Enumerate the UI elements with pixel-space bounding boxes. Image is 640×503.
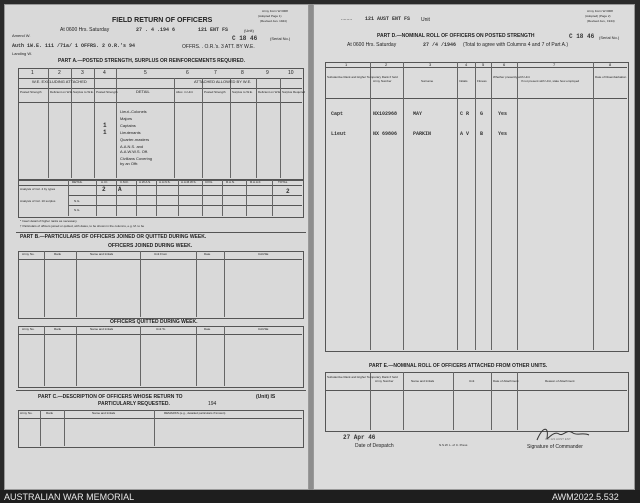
part-c-unit: (Unit) IS [256, 394, 276, 400]
aif-value: 2 [102, 186, 106, 193]
pb-col-2: Rank [54, 252, 62, 256]
part-c-heading: PART C.—DESCRIPTION OF OFFICERS WHOSE RETURN TO [38, 394, 183, 400]
pq-col-6: CAUSE [258, 327, 269, 331]
row2-present: Yes [498, 131, 508, 137]
row1-initials: C R [460, 111, 470, 117]
at-line: At 0600 Hrs. Saturday [60, 27, 110, 33]
right-form-ref-1: Army Form W.3008 [587, 9, 613, 13]
part-c-requested: PARTICULARLY REQUESTED. [98, 401, 170, 407]
d-col-head-7: If not present with Unit, state how employed [521, 79, 580, 83]
pb-col-1: Army No. [22, 252, 35, 256]
pb-col-5: Date [204, 252, 211, 256]
col-num-9: 9 [266, 70, 269, 76]
lower-row-4: N.G. [74, 208, 81, 212]
d-col-head-1: Substantive Rank and Higher Temporary Rank if held [327, 75, 398, 79]
joined-table [18, 251, 304, 319]
col-num-2: 2 [58, 70, 61, 76]
amend-label: Amend W. [12, 33, 31, 38]
pq-col-2: Rank [54, 327, 62, 331]
col-head-7: Posted Strength [204, 90, 226, 94]
commander-stamp: OC 121 AUST ENT [545, 437, 571, 441]
rank-4: Lieutenants [120, 130, 141, 135]
quitted-table [18, 326, 304, 388]
col-head-1: Posted Strength [20, 90, 42, 94]
form-ref-1: Army Form W.3008 [262, 9, 288, 13]
d-col-num-1: 1 [345, 62, 348, 67]
pq-col-5: Date [204, 327, 211, 331]
pc-col-4: REMARKS (e.g., detailed particulars if known) [164, 411, 226, 415]
part-c-table [18, 410, 304, 448]
landing-label: Landing W. [12, 51, 33, 56]
lower-col-6: A.A.M.W.S. [181, 180, 197, 184]
col-head-6: Alloc. in Unit [176, 90, 193, 94]
despatch-label: Date of Despatch [355, 443, 394, 449]
d-col-num-4: 4 [465, 62, 468, 67]
d-col-num-2: 2 [385, 62, 388, 67]
lower-col-10: TOTAL [278, 180, 288, 184]
despatch-date: 27 Apr 46 [343, 434, 376, 441]
lower-row-2: Analysis of Col. 10 surplus [20, 199, 56, 203]
col-head-9: Deficient on W.E. [258, 90, 282, 94]
auth-line: Auth 1W.E. 111 /71a/ 1 OFFRS. 2 O.R.'s 94 [12, 43, 136, 49]
pb-col-6: CAUSE [258, 252, 269, 256]
lower-row-1: Analysis of Col. 4 by types [20, 187, 56, 191]
right-form-ref-2: (Adopted) (Page 2) [585, 14, 611, 18]
row2-surname: PARKIN [413, 131, 432, 137]
col-head-8: Surplus to W.E. [232, 90, 253, 94]
serial-label: (Serial No.) [270, 36, 291, 41]
d-col-head-5: Fitness [477, 79, 487, 83]
pq-col-1: Army No. [22, 327, 35, 331]
footnote-2: † Particulars of officers joined or quitted, with dates, to be shown in the columns, e.g. M. to be [20, 224, 145, 228]
row1-fitness: G [480, 111, 484, 117]
row1-surname: MAY [413, 111, 423, 117]
lower-col-2: A.I.F. [101, 180, 108, 184]
e-col-3: Name and Initials [411, 379, 435, 383]
pc-col-3: Name and Initials [92, 411, 116, 415]
col-head-3: Surplus to W.E. [73, 90, 94, 94]
rank-7: A.A.W.W.S. Off. [120, 149, 149, 154]
row2-army-no: NX 69806 [373, 131, 398, 137]
col-head-4: Posted Strength [96, 90, 118, 94]
col-num-4: 4 [103, 70, 106, 76]
pb-col-4: Unit From [154, 252, 168, 256]
d-col-head-3: Surname [421, 79, 434, 83]
part-a-table [18, 68, 304, 180]
pq-col-3: Name and Initials [90, 327, 114, 331]
right-serial-label: (Serial No.) [599, 35, 620, 40]
lower-row-3: N.G. [74, 199, 81, 203]
commander-signature [533, 424, 593, 444]
part-a-heading: PART A.—POSTED STRENGTH, SURPLUS OR REINFORCEMENTS REQUIRED. [58, 58, 245, 64]
rank-3: Captains [120, 123, 136, 128]
right-unit-name: 121 AUST ENT FS [365, 16, 411, 22]
joined-heading: OFFICERS JOINED DURING WEEK. [108, 243, 193, 249]
row1-army-no: NX102968 [373, 111, 398, 117]
d-col-head-2: Army Number [373, 79, 392, 83]
e-col-5: Date of Attachment [493, 379, 519, 383]
row2-rank: Lieut [331, 131, 347, 137]
rank-6: A.A.N.S. and [120, 144, 144, 149]
unit-name: 121 ENT FS [198, 27, 229, 33]
archive-footer [0, 490, 640, 503]
form-ref-2: (Adopted Page 1) [258, 14, 282, 18]
part-e-heading: PART E.—NOMINAL ROLL OF OFFICERS ATTACHED FROM OTHER UNITS. [369, 363, 548, 369]
col-num-3: 3 [81, 70, 84, 76]
row2-fitness: B [480, 131, 484, 137]
e-col-2: Army Number [375, 379, 394, 383]
col-num-5: 5 [144, 70, 147, 76]
rank-5: Quarter-masters [120, 137, 150, 142]
lower-col-8: R.A.N. [226, 180, 235, 184]
we-excluding-heading: W.E. EXCLUDING ATTACHED [32, 79, 87, 84]
offrs-att: OFFRS. . O.R.'s. 3 ATT. BY W.E. [182, 44, 255, 50]
row1-rank: Capt [331, 111, 344, 117]
unit-label: (Unit) [244, 28, 254, 33]
col-head-2: Deficient on W.E. [50, 90, 74, 94]
col-num-10: 10 [288, 70, 294, 76]
total-value: 2 [286, 188, 290, 195]
col-head-10: Surplus Required [282, 90, 306, 94]
e-col-1: Substantive Rank and Higher Temporary Rank if held [327, 375, 398, 379]
row1-present: Yes [498, 111, 508, 117]
e-col-6: Reason of Attachment [545, 379, 575, 383]
col-num-6: 6 [186, 70, 189, 76]
d-col-num-3: 3 [429, 62, 432, 67]
form-ref-3: (Revised Jan. 1944) [260, 19, 287, 23]
d-col-head-4: Initials [459, 79, 468, 83]
row2-initials: A V [460, 131, 470, 137]
left-form-page [4, 4, 309, 490]
d-col-head-6: Whether presently with Unit [493, 75, 530, 79]
pc-col-1: Army No. [20, 411, 33, 415]
d-col-head-8: Date of Disembarkation [595, 75, 627, 79]
part-d-heading: PART D.—NOMINAL ROLL OF OFFICERS ON POSTED STRENGTH [377, 33, 535, 39]
captains-value: 1 [103, 122, 107, 129]
col-num-1: 1 [31, 70, 34, 76]
rank-2: Majors [120, 116, 133, 121]
signature-label: Signature of Commander [527, 444, 583, 450]
rank-8: Civilians Covering [120, 156, 153, 161]
e-col-4: Unit [469, 379, 475, 383]
right-date: 27 /4 /1946 [423, 42, 457, 48]
right-at-line: At 0600 Hrs. Saturday [347, 42, 397, 48]
d-col-num-5: 5 [482, 62, 485, 67]
rank-1: Lieut.-Colonels [120, 109, 147, 114]
pc-col-2: Rank [46, 411, 54, 415]
part-b-heading: PART B.—PARTICULARS OF OFFICERS JOINED OR QUITTED DURING WEEK. [20, 234, 207, 240]
lower-col-3: C.M.F. [120, 180, 129, 184]
right-unit-label: Unit [421, 17, 430, 23]
pb-col-3: Name and Initials [90, 252, 114, 256]
cmf-mark: A [118, 186, 122, 193]
lower-col-1: DETAIL [72, 180, 83, 184]
print-note: N.S.W. L. of C. Press [439, 443, 468, 447]
pq-col-4: Unit To [156, 327, 166, 331]
d-col-num-8: 8 [609, 62, 612, 67]
right-form-page [313, 4, 635, 490]
lower-col-5: A.A.N.S. [159, 180, 171, 184]
lieutenants-value: 1 [103, 129, 107, 136]
d-col-num-6: 6 [503, 62, 506, 67]
col-num-7: 7 [214, 70, 217, 76]
col-num-8: 8 [241, 70, 244, 76]
right-form-ref-3: (Revised Jan., 1944) [587, 19, 615, 23]
quitted-heading: OFFICERS QUITTED DURING WEEK. [110, 319, 198, 325]
lower-col-9: R.A.A.F. [250, 180, 262, 184]
total-note: (Total to agree with Columns 4 and 7 of Part A.) [463, 42, 569, 48]
lower-col-7: CIVIL [205, 180, 213, 184]
footer-source: AUSTRALIAN WAR MEMORIAL [4, 492, 135, 502]
d-col-num-7: 7 [553, 62, 556, 67]
right-unit-dots: ........ [341, 16, 353, 22]
footer-accession: AWM2022.5.532 [552, 492, 619, 502]
serial-number: C 18 46 [232, 35, 258, 42]
return-date: 27 . 4 .194 6 [136, 27, 176, 33]
part-c-date: 194 [208, 401, 217, 407]
col-head-5: DETAIL [136, 89, 150, 94]
attached-heading: ATTACHED ALLOWED BY W.E. [194, 79, 252, 84]
right-serial: C 18 46 [569, 33, 595, 40]
lower-col-4: A.W.A.S. [139, 180, 152, 184]
rank-9: by an Offr. [120, 161, 139, 166]
form-title: FIELD RETURN OF OFFICERS [112, 17, 213, 24]
footnote-1: * Insert detail of higher ranks as necessary. [20, 219, 78, 223]
